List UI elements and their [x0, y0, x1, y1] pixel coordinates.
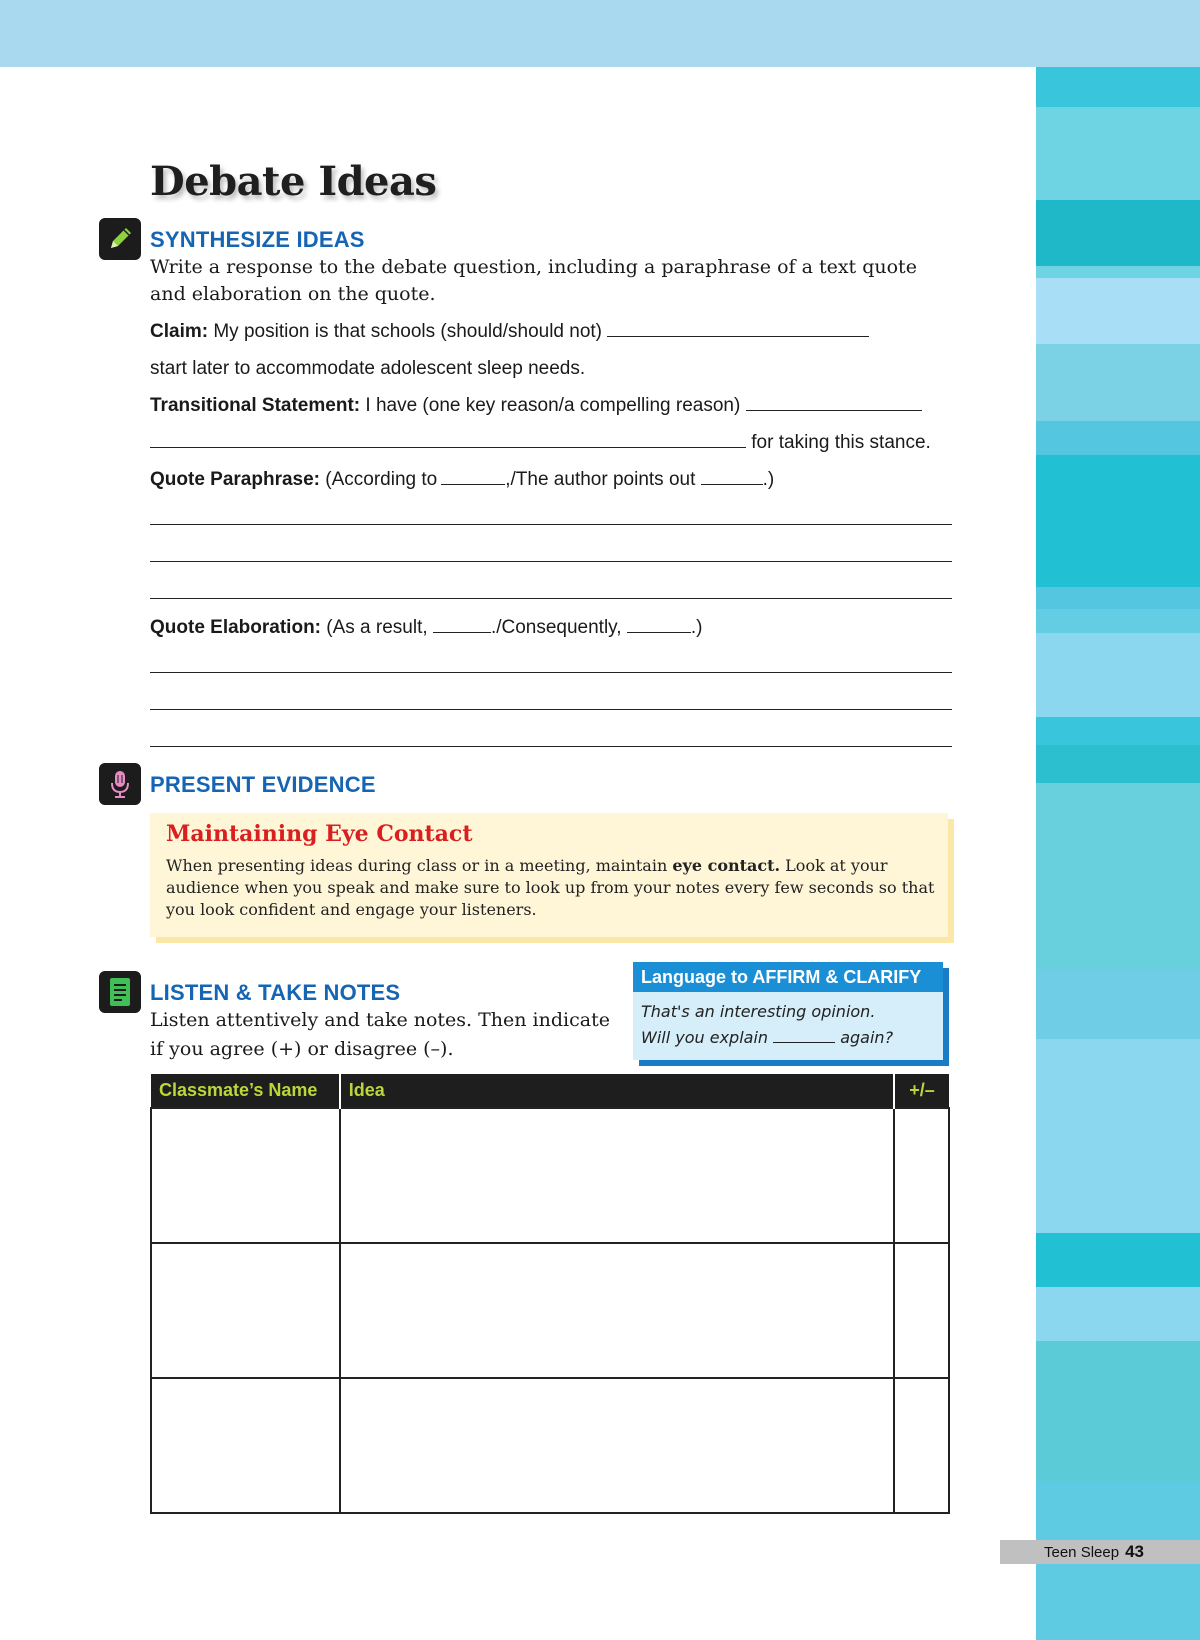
column-header-name: Classmate’s Name — [151, 1074, 340, 1108]
language-blank — [773, 1030, 835, 1043]
agree-cell[interactable] — [894, 1108, 949, 1243]
elaboration-part2: ./Consequently, — [490, 617, 622, 638]
eye-contact-tip — [150, 813, 948, 937]
tip-bold: eye contact. — [672, 856, 781, 875]
footer — [1044, 1542, 1144, 1562]
footer-label: Teen Sleep — [1044, 1544, 1120, 1561]
language-line-2b: again? — [840, 1028, 894, 1047]
paraphrase-part1: (According to — [325, 469, 438, 490]
elaboration-line — [150, 617, 702, 639]
notes-icon — [99, 971, 141, 1013]
synthesize-heading: SYNTHESIZE IDEAS — [150, 227, 365, 252]
paraphrase-write-line[interactable] — [150, 598, 952, 599]
transition-line-2 — [150, 432, 931, 454]
paraphrase-part2: ,/The author points out — [505, 469, 696, 490]
transition-blank-2[interactable] — [150, 433, 746, 448]
elaboration-blank-2[interactable] — [627, 618, 691, 633]
paraphrase-blank-1[interactable] — [441, 470, 505, 485]
language-title: Language to AFFIRM & CLARIFY — [633, 962, 943, 992]
notes-table — [150, 1074, 950, 1514]
transition-line — [150, 395, 922, 417]
paraphrase-write-line[interactable] — [150, 524, 952, 525]
tip-title: Maintaining Eye Contact — [166, 821, 473, 847]
name-cell[interactable] — [151, 1243, 340, 1378]
idea-cell[interactable] — [340, 1378, 894, 1513]
page-number: 43 — [1125, 1542, 1144, 1561]
claim-blank[interactable] — [607, 322, 869, 337]
language-line-1: That's an interesting opinion. — [641, 1002, 876, 1021]
synthesize-instruction: Write a response to the debate question, including a paraphrase of a text quote and elaboration on the quote. — [150, 256, 917, 305]
agree-cell[interactable] — [894, 1378, 949, 1513]
elaboration-blank-1[interactable] — [433, 618, 491, 633]
elaboration-write-line[interactable] — [150, 709, 952, 710]
tip-body — [166, 855, 936, 921]
tip-text-1: When presenting ideas during class or in a meeting, maintain — [166, 856, 673, 875]
language-box-body — [633, 962, 943, 1060]
page-title: Debate Ideas — [150, 158, 437, 205]
paraphrase-label: Quote Paraphrase: — [150, 469, 320, 490]
language-line-2 — [641, 1028, 893, 1047]
elaboration-part3: .) — [690, 617, 703, 638]
idea-cell[interactable] — [340, 1108, 894, 1243]
elaboration-write-line[interactable] — [150, 672, 952, 673]
present-heading: PRESENT EVIDENCE — [150, 772, 376, 797]
tip-text-2: Look at your audience when you speak and make sure to look up from your notes every few seconds so that you look confident and engage your listeners. — [166, 856, 935, 919]
language-frame-box — [633, 962, 943, 1062]
paraphrase-line — [150, 469, 774, 491]
claim-label: Claim: — [150, 321, 209, 342]
agree-cell[interactable] — [894, 1243, 949, 1378]
listen-instruction: Listen attentively and take notes. Then indicate if you agree (+) or disagree (–). — [150, 1009, 610, 1060]
table-row — [151, 1243, 949, 1378]
table-row — [151, 1108, 949, 1243]
paraphrase-blank-2[interactable] — [701, 470, 763, 485]
claim-text: My position is that schools (should/should not) — [213, 321, 603, 342]
top-band — [0, 0, 1200, 67]
name-cell[interactable] — [151, 1108, 340, 1243]
microphone-icon — [99, 763, 141, 805]
transition-text: I have (one key reason/a compelling reason) — [365, 395, 741, 416]
name-cell[interactable] — [151, 1378, 340, 1513]
language-line-2a: Will you explain — [641, 1028, 769, 1047]
transition-end: for taking this stance. — [751, 432, 931, 453]
paraphrase-write-line[interactable] — [150, 561, 952, 562]
elaboration-label: Quote Elaboration: — [150, 617, 321, 638]
elaboration-write-line[interactable] — [150, 746, 952, 747]
table-row — [151, 1378, 949, 1513]
paraphrase-part3: .) — [762, 469, 775, 490]
idea-cell[interactable] — [340, 1243, 894, 1378]
notes-table-header — [151, 1074, 949, 1108]
column-header-agree: +/– — [894, 1074, 949, 1108]
claim-continuation: start later to accommodate adolescent sleep needs. — [150, 358, 586, 379]
column-header-idea: Idea — [340, 1074, 894, 1108]
transition-label: Transitional Statement: — [150, 395, 361, 416]
listen-heading: LISTEN & TAKE NOTES — [150, 980, 401, 1005]
elaboration-part1: (As a result, — [326, 617, 428, 638]
pencil-icon — [99, 218, 141, 260]
side-stripes — [1036, 67, 1200, 1600]
claim-line — [150, 321, 869, 343]
transition-blank[interactable] — [746, 396, 922, 411]
